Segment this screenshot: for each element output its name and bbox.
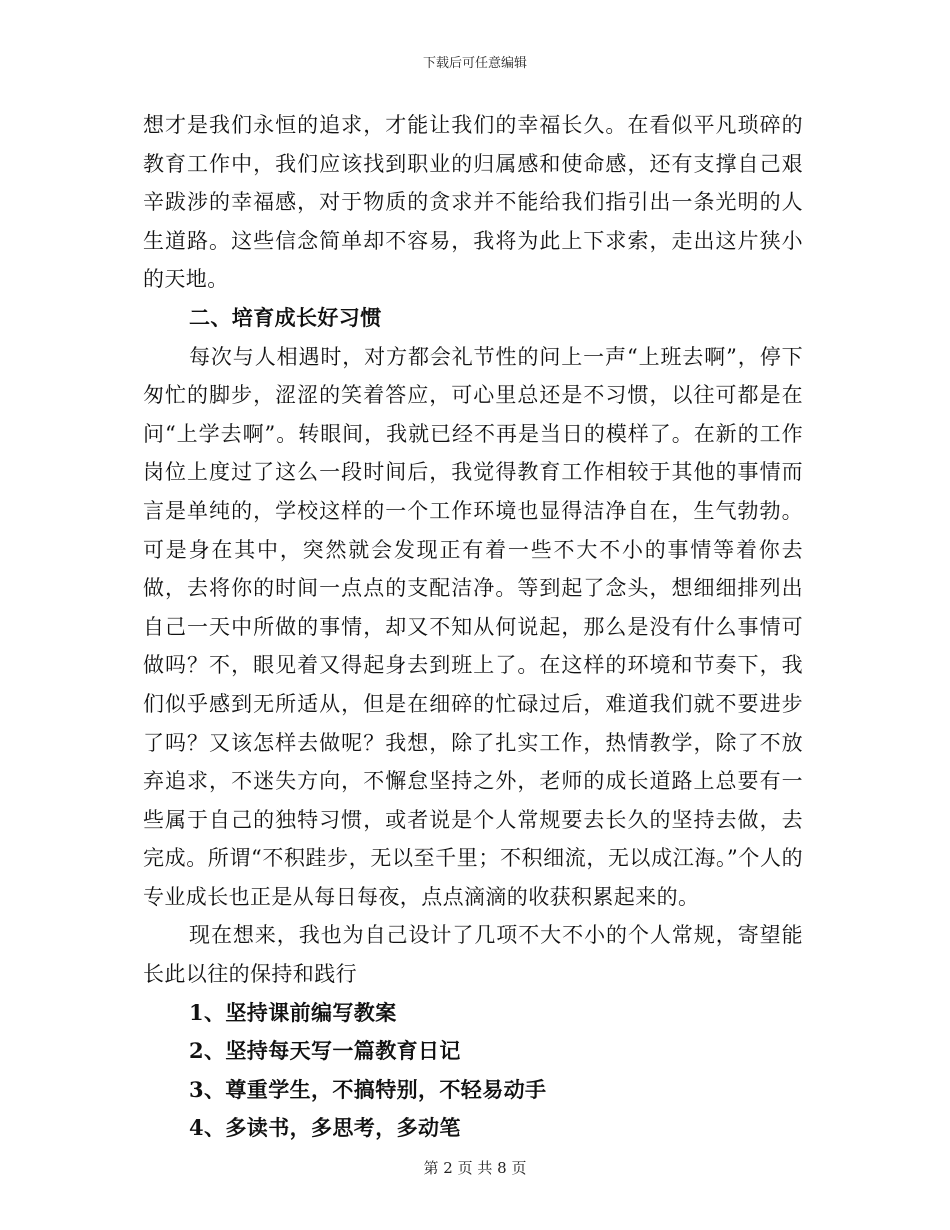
list-item-4: 4、多读书，多思考，多动笔 — [189, 1115, 461, 1141]
list-item-3: 3、尊重学生，不搞特别，不轻易动手 — [189, 1076, 547, 1102]
list-item-1: 1、坚持课前编写教案 — [189, 999, 397, 1025]
page-header: 下载后可任意编辑 — [422, 56, 527, 71]
paragraph-continued: 想才是我们永恒的追求，才能让我们的幸福长久。在看似平凡琐碎的教育工作中，我们应该找到职业的归属感和使命感，还有支撑自己艰辛跋涉的幸福感，对于物质的贪求并不能给我们指引出一条光明的人生道路。这些信念简单却不容易，我将为此上下求索，走出这片狭小的天地。 — [143, 113, 803, 292]
list-item-2: 2、坚持每天写一篇教育日记 — [189, 1038, 461, 1064]
document-body — [143, 106, 803, 1148]
section-heading: 二、培育成长好习惯 — [189, 304, 382, 330]
page-footer: 第 2 页 共 8 页 — [423, 1159, 527, 1177]
paragraph-habits: 每次与人相遇时，对方都会礼节性的问上一声“上班去啊”，停下匆忙的脚步，涩涩的笑着答应，可心里总还是不习惯，以往可都是在问“上学去啊”。转眼间，我就已经不再是当日的模样了。在新的工作岗位上度过了这么一段时间后，我觉得教育工作相较于其他的事情而言是单纯的，学校这样的一个工作环境也显得洁净自在，生气勃勃。可是身在其中，突然就会发现正有着一些不大不小的事情等着你去做，去将你的时间一点点的支配洁净。等到起了念头，想细细排列出自己一天中所做的事情，却又不知从何说起，那么是没有什么事情可做吗？不，眼见着又得起身去到班上了。在这样的环境和节奏下，我们似乎感到无所适从，但是在细碎的忙碌过后，难道我们就不要进步了吗？又该怎样去做呢？我想，除了扎实工作，热情教学，除了不放弃追求，不迷失方向，不懈怠坚持之外，老师的成长道路上总要有一些属于自己的独特习惯，或者说是个人常规要去长久的坚持去做，去完成。所谓“不积跬步，无以至千里；不积细流，无以成江海。”个人的专业成长也正是从每日每夜，点点滴滴的收获积累起来的。 — [143, 344, 803, 909]
paragraph-routine: 现在想来，我也为自己设计了几项不大不小的个人常规，寄望能长此以往的保持和践行 — [143, 923, 803, 987]
